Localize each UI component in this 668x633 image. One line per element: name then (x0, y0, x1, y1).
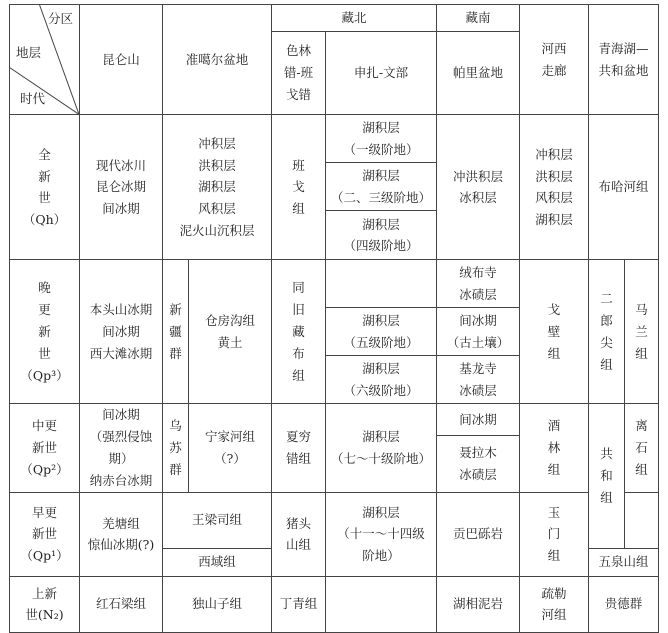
header-qinghai: 青海湖— 共和盆地 (589, 5, 659, 115)
early-pali: 贡巴砾岩 (437, 492, 520, 576)
corner-epoch-label: 时代 (20, 91, 46, 106)
holocene-lake-3: 湖积层 （四级阶地） (326, 211, 437, 260)
late-junggar: 仓房沟组 黄土 (189, 260, 272, 404)
late-hexi: 戈 壁 组 (520, 260, 589, 404)
holocene-pali: 冲洪积层 冰积层 (437, 115, 520, 260)
late-pali-3: 基龙寺 冰碛层 (437, 356, 520, 404)
header-pali: 帕里盆地 (437, 31, 520, 115)
late-pali-1: 绒布寺 冰碛层 (437, 260, 520, 308)
header-zangbei: 藏北 (272, 5, 437, 32)
pliocene-hexi: 疏勒 河组 (520, 576, 589, 632)
middle-wusu-group: 乌 苏 群 (163, 404, 189, 493)
pliocene-selinco: 丁青组 (272, 576, 326, 632)
middle-pali-1: 间冰期 (437, 404, 520, 436)
middle-pali-2: 聂拉木 冰碛层 (437, 436, 520, 493)
early-qinghai: 五泉山组 (589, 548, 659, 576)
late-selinco: 同 旧 藏 布 组 (272, 260, 326, 404)
pliocene-kunlun: 红石梁组 (80, 576, 163, 632)
middle-selinco: 夏穷 错组 (272, 404, 326, 493)
age-middle-pleistocene: 中更 新世 （Qp²） (10, 404, 80, 493)
age-holocene: 全 新 世 （Qh） (10, 115, 80, 260)
age-pliocene: 上新 世(N₂) (10, 576, 80, 632)
pliocene-junggar: 独山子组 (163, 576, 272, 632)
holocene-selinco: 班 戈 组 (272, 115, 326, 260)
late-shenzha-empty (326, 260, 437, 308)
early-lishi-continue (625, 492, 659, 548)
early-junggar-2: 西域组 (163, 548, 272, 576)
corner-stratum-label: 地层 (16, 45, 42, 60)
late-xinjiang-group: 新 疆 群 (163, 260, 189, 404)
header-kunlun: 昆仑山 (80, 5, 163, 115)
age-late-pleistocene: 晚 更 新 世 （Qp³） (10, 260, 80, 404)
header-shenzha: 申扎-文部 (326, 31, 437, 115)
holocene-lake-1: 湖积层 （一级阶地） (326, 115, 437, 163)
stratigraphy-table (9, 4, 659, 633)
middle-lishi: 离 石 组 (625, 404, 659, 493)
middle-kunlun: 间冰期 （强烈侵蚀期） 纳赤台冰期 (80, 404, 163, 493)
pliocene-pali: 湖相泥岩 (437, 576, 520, 632)
header-hexi: 河西 走廊 (520, 5, 589, 115)
late-lake-b: 湖积层 （六级阶地） (326, 356, 437, 404)
early-selinco: 猪头 山组 (272, 492, 326, 576)
header-selinco: 色林 错-班 戈错 (272, 31, 326, 115)
early-kunlun: 羌塘组 惊仙冰期(?) (80, 492, 163, 576)
late-malan: 马 兰 组 (625, 260, 659, 404)
holocene-lake-2: 湖积层 （二、三级阶地） (326, 163, 437, 211)
pliocene-qinghai: 贵德群 (589, 576, 659, 632)
age-early-pleistocene: 早更 新世 （Qp¹） (10, 492, 80, 576)
late-lake-a: 湖积层 （五级阶地） (326, 308, 437, 356)
early-lake: 湖积层 （十一～十四级 阶地） (326, 492, 437, 576)
middle-lake: 湖积层 （七～十级阶地） (326, 404, 437, 493)
header-junggar: 准噶尔盆地 (163, 5, 272, 115)
early-junggar-1: 王梁司组 (163, 492, 272, 548)
corner-region-label: 分区 (48, 11, 74, 26)
corner-header-cell (10, 5, 80, 115)
late-kunlun: 本头山冰期 间冰期 西大滩冰期 (80, 260, 163, 404)
middle-junggar: 宁家河组 （?） (189, 404, 272, 493)
holocene-qinghai: 布哈河组 (589, 115, 659, 260)
early-hexi: 玉 门 组 (520, 492, 589, 576)
holocene-hexi: 冲积层 洪积层 风积层 湖积层 (520, 115, 589, 260)
holocene-kunlun: 现代冰川 昆仑冰期 间冰期 (80, 115, 163, 260)
middle-gonghe: 共 和 组 (589, 404, 625, 549)
pliocene-shenzha (326, 576, 437, 632)
late-pali-2: 间冰期 （古土壤） (437, 308, 520, 356)
late-erlangjian: 二 郎 尖 组 (589, 260, 625, 404)
header-zangnan: 藏南 (437, 5, 520, 32)
holocene-junggar: 冲积层 洪积层 湖积层 风积层 泥火山沉积层 (163, 115, 272, 260)
middle-hexi: 酒 林 组 (520, 404, 589, 493)
